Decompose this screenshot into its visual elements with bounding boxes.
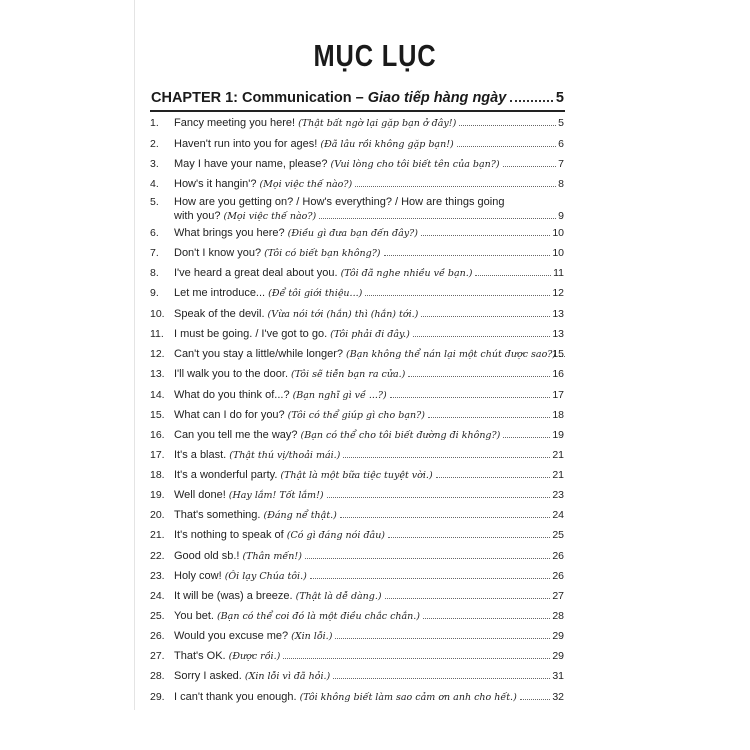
entry-page: 26 <box>552 550 564 562</box>
entry-number: 29. <box>150 691 165 703</box>
entry-number: 9. <box>150 287 159 299</box>
entry-number: 5. <box>150 196 159 208</box>
entry-phrase-vi: (Đã lâu rồi không gặp bạn!) <box>320 139 454 150</box>
entry-phrase-vi: (Mọi việc thế nào?) <box>259 179 353 190</box>
entry-phrase-en: Well done! <box>174 489 226 501</box>
entry-number: 21. <box>150 529 165 541</box>
entry-phrase-vi: (Để tôi giới thiệu...) <box>268 288 363 299</box>
entry-phrase-vi: (Mọi việc thế nào?) <box>223 211 317 222</box>
entry-phrase-vi: (Xin lỗi.) <box>291 631 333 642</box>
toc-entry <box>150 347 564 362</box>
toc-entry <box>150 448 564 463</box>
entry-number: 24. <box>150 590 165 602</box>
dot-leader <box>520 699 551 700</box>
entry-number: 12. <box>150 348 165 360</box>
entry-phrase-vi: (Đáng nể thật.) <box>263 510 337 521</box>
dot-leader <box>340 517 550 518</box>
entry-phrase-vi: (Tôi có thể giúp gì cho bạn?) <box>287 410 425 421</box>
chapter-label-vi: Giao tiếp hàng ngày <box>367 90 507 106</box>
dot-leader <box>310 578 550 579</box>
entry-number: 14. <box>150 389 165 401</box>
dot-leader <box>457 146 556 147</box>
entry-number: 27. <box>150 650 165 662</box>
entry-phrase-vi: (Có gì đáng nói đâu) <box>286 530 386 541</box>
entry-number: 19. <box>150 489 165 501</box>
dot-leader <box>421 316 550 317</box>
entry-phrase-en: That's OK. <box>174 650 226 662</box>
dot-leader <box>365 295 550 296</box>
toc-entry <box>150 589 564 604</box>
entry-phrase-vi: (Bạn không thể nán lại một chút được sao?) <box>346 349 557 360</box>
entry-phrase-vi: (Thật là dễ dàng.) <box>295 591 382 602</box>
entry-phrase-vi: (Hay lắm! Tốt lắm!) <box>228 490 324 501</box>
toc-entry <box>150 669 564 684</box>
toc-entry <box>150 226 564 241</box>
dot-leader <box>335 638 550 639</box>
entry-page: 5 <box>558 117 564 129</box>
entry-phrase-en: Can't you stay a little/while longer? <box>174 348 344 360</box>
entry-number: 15. <box>150 409 165 421</box>
entry-number: 10. <box>150 308 165 320</box>
dot-leader <box>413 336 550 337</box>
entry-phrase-en: It's a blast. <box>174 449 227 461</box>
entry-page: 6 <box>558 138 564 150</box>
chapter-page: 5 <box>555 90 564 106</box>
entry-phrase-vi: (Bạn có thể coi đó là một điều chắc chắn.) <box>216 611 421 622</box>
toc-entry <box>150 528 564 543</box>
chapter-label-en: CHAPTER 1: Communication – <box>151 90 368 106</box>
dot-leader <box>459 125 556 126</box>
entry-page: 32 <box>552 691 564 703</box>
entry-phrase-en: What can I do for you? <box>174 409 285 421</box>
entry-number: 2. <box>150 138 159 150</box>
entry-phrase-vi: (Tôi không biết làm sao cảm ơn anh cho hết.) <box>299 692 517 703</box>
entry-page: 10 <box>552 227 564 239</box>
dot-leader <box>503 437 550 438</box>
entry-phrase-en: I must be going. / I've got to go. <box>174 328 328 340</box>
entry-page: 25 <box>552 529 564 541</box>
entry-number: 17. <box>150 449 165 461</box>
entry-phrase-en: Holy cow! <box>174 570 222 582</box>
dot-leader <box>390 397 551 398</box>
toc-entry <box>150 569 564 584</box>
toc-entry <box>150 367 564 382</box>
entry-phrase-vi: (Bạn có thể cho tôi biết đường đi không?) <box>300 430 501 441</box>
entry-phrase-en: Fancy meeting you here! <box>174 117 296 129</box>
entry-page: 28 <box>552 610 564 622</box>
entry-phrase-vi: (Được rồi.) <box>228 651 281 662</box>
entry-page: 27 <box>552 590 564 602</box>
toc-entry <box>150 508 564 523</box>
toc-entry <box>150 195 564 223</box>
entry-phrase-en: What do you think of...? <box>174 389 290 401</box>
dot-leader <box>388 537 550 538</box>
entry-page: 18 <box>552 409 564 421</box>
entry-phrase-en: Let me introduce... <box>174 287 266 299</box>
entry-number: 26. <box>150 630 165 642</box>
chapter-underline <box>150 110 565 112</box>
entry-phrase-vi: (Ôi lạy Chúa tôi.) <box>224 571 307 582</box>
entry-page: 21 <box>552 469 564 481</box>
entry-phrase-en: That's something. <box>174 509 261 521</box>
toc-entry <box>150 266 564 281</box>
entry-page: 23 <box>552 489 564 501</box>
toc-entry <box>150 307 564 322</box>
entry-page: 8 <box>558 178 564 190</box>
entry-number: 25. <box>150 610 165 622</box>
entry-phrase-vi: (Bạn nghĩ gì về ...?) <box>292 390 387 401</box>
entry-phrase-vi: (Điều gì đưa bạn đến đây?) <box>287 228 418 239</box>
entry-page: 13 <box>552 328 564 340</box>
entry-page: 21 <box>552 449 564 461</box>
entry-number: 20. <box>150 509 165 521</box>
entry-phrase-en: Speak of the devil. <box>174 308 265 320</box>
entry-phrase-vi: (Tôi đã nghe nhiều về bạn.) <box>340 268 473 279</box>
entry-phrase-en: Good old sb.! <box>174 550 240 562</box>
toc-entry <box>150 246 564 261</box>
entry-number: 3. <box>150 158 159 170</box>
entry-page: 10 <box>552 247 564 259</box>
entry-number: 4. <box>150 178 159 190</box>
entry-page: 29 <box>552 650 564 662</box>
toc-entry <box>150 649 564 664</box>
entry-phrase-en: Would you excuse me? <box>174 630 289 642</box>
toc-entry <box>150 116 564 131</box>
dot-leader <box>510 100 553 102</box>
dot-leader <box>384 255 551 256</box>
entry-phrase-en: Can you tell me the way? <box>174 429 298 441</box>
entry-page: 31 <box>552 670 564 682</box>
toc-entry <box>150 388 564 403</box>
toc-entry <box>150 468 564 483</box>
toc-entry <box>150 177 564 192</box>
dot-leader <box>333 678 550 679</box>
entry-page: 26 <box>552 570 564 582</box>
dot-leader <box>421 235 550 236</box>
entry-page: 17 <box>552 389 564 401</box>
entry-number: 18. <box>150 469 165 481</box>
entry-page: 24 <box>552 509 564 521</box>
chapter-heading <box>151 90 564 110</box>
entry-number: 28. <box>150 670 165 682</box>
entry-phrase-vi: (Thật thú vị/thoải mái.) <box>229 450 341 461</box>
dot-leader <box>319 218 556 219</box>
dot-leader <box>423 618 550 619</box>
entry-phrase-en: You bet. <box>174 610 214 622</box>
dot-leader <box>283 658 550 659</box>
entry-phrase-vi: (Vừa nói tới (hắn) thì (hắn) tới.) <box>267 309 419 320</box>
entry-page: 29 <box>552 630 564 642</box>
toc-entry <box>150 609 564 624</box>
entry-page: 9 <box>558 210 564 222</box>
entry-phrase-vi: (Tôi phải đi đây.) <box>330 329 410 340</box>
entry-phrase-vi: (Tôi có biết bạn không?) <box>264 248 381 259</box>
dot-leader <box>327 497 551 498</box>
entry-phrase-en-cont: with you? <box>174 210 221 222</box>
entry-phrase-en: It's nothing to speak of <box>174 529 284 541</box>
toc-entry <box>150 327 564 342</box>
entry-number: 1. <box>150 117 159 129</box>
entry-number: 22. <box>150 550 165 562</box>
entry-page: 7 <box>558 158 564 170</box>
dot-leader <box>503 166 557 167</box>
entry-number: 8. <box>150 267 159 279</box>
toc-entry <box>150 286 564 301</box>
entry-page: 15 <box>552 348 564 360</box>
entry-phrase-en: How are you getting on? / How's everything? / How are things going <box>174 196 505 208</box>
entry-page: 13 <box>552 308 564 320</box>
dot-leader <box>343 457 550 458</box>
entry-phrase-vi: (Thật là một bữa tiệc tuyệt vời.) <box>280 470 433 481</box>
page-spine-edge <box>134 0 135 710</box>
entry-page: 16 <box>552 368 564 380</box>
entry-phrase-en: May I have your name, please? <box>174 158 328 170</box>
toc-entry <box>150 157 564 172</box>
toc-entry <box>150 690 564 705</box>
toc-entry <box>150 408 564 423</box>
dot-leader <box>355 186 556 187</box>
entry-number: 13. <box>150 368 165 380</box>
toc-entry <box>150 549 564 564</box>
dot-leader <box>428 417 550 418</box>
entry-phrase-en: Haven't run into you for ages! <box>174 138 318 150</box>
entry-number: 11. <box>150 328 164 340</box>
entry-phrase-en: Don't I know you? <box>174 247 262 259</box>
entry-phrase-en: How's it hangin'? <box>174 178 257 190</box>
entry-phrase-en: It will be (was) a breeze. <box>174 590 293 602</box>
dot-leader <box>475 275 551 276</box>
entry-page: 11 <box>553 267 564 279</box>
entry-phrase-en: I can't thank you enough. <box>174 691 297 703</box>
entry-page: 19 <box>552 429 564 441</box>
entry-phrase-vi: (Thân mến!) <box>242 551 302 562</box>
toc-entry <box>150 428 564 443</box>
entry-phrase-en: What brings you here? <box>174 227 285 239</box>
toc-entry <box>150 137 564 152</box>
entry-number: 23. <box>150 570 165 582</box>
entry-phrase-en: I'll walk you to the door. <box>174 368 288 380</box>
dot-leader <box>305 558 550 559</box>
toc-entry <box>150 488 564 503</box>
entry-page: 12 <box>552 287 564 299</box>
dot-leader <box>385 598 551 599</box>
page-title: MỤC LỤC <box>313 38 437 73</box>
dot-leader <box>436 477 551 478</box>
entry-number: 6. <box>150 227 159 239</box>
entry-phrase-en: Sorry I asked. <box>174 670 242 682</box>
entry-number: 16. <box>150 429 165 441</box>
entry-phrase-vi: (Xin lỗi vì đã hỏi.) <box>244 671 331 682</box>
toc-entry <box>150 629 564 644</box>
entry-phrase-en: I've heard a great deal about you. <box>174 267 338 279</box>
entry-phrase-en: It's a wonderful party. <box>174 469 278 481</box>
entry-number: 7. <box>150 247 159 259</box>
entry-phrase-vi: (Vui lòng cho tôi biết tên của bạn?) <box>330 159 500 170</box>
dot-leader <box>408 376 550 377</box>
entry-phrase-vi: (Thật bất ngờ lại gặp bạn ở đây!) <box>298 118 457 129</box>
entry-phrase-vi: (Tôi sẽ tiễn bạn ra cửa.) <box>291 369 406 380</box>
